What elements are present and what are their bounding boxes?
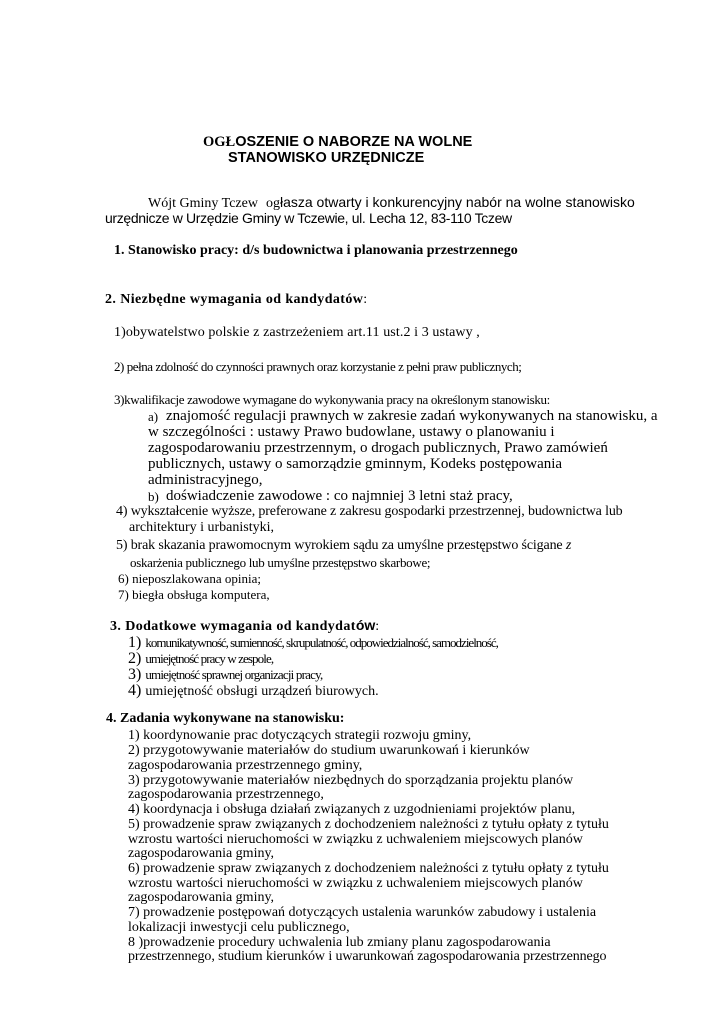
extra-req-num: 4) bbox=[128, 682, 142, 699]
extra-req-text: umiejętność pracy w zespole, bbox=[145, 651, 274, 666]
req-6: 6) nieposzlakowana opinia; bbox=[118, 571, 261, 586]
req-3a-line: zagospodarowaniu przestrzennym, o drogach publicznych, Prawo zamówień bbox=[148, 440, 608, 456]
req-5-z: z bbox=[565, 538, 572, 553]
req-5-text: 5) brak skazania prawomocnym wyrokiem sądu za umyślne przestępstwo ścigane bbox=[116, 538, 563, 553]
extra-req-1 bbox=[128, 635, 498, 651]
req-3a-line: znajomość regulacji prawnych w zakresie zadań wykonywanych na stanowisku, a bbox=[166, 408, 658, 424]
extra-req-2 bbox=[128, 651, 273, 667]
req-3b-text: doświadczenie zawodowe : co najmniej 3 letni staż pracy, bbox=[166, 488, 513, 504]
task-line: 2) przygotowywanie materiałów do studium uwarunkowań i kierunków bbox=[128, 743, 530, 758]
extra-req-num: 2) bbox=[128, 650, 142, 667]
req-3: 3)kwalifikacje zawodowe wymagane do wykonywania pracy na określonym stanowisku: bbox=[114, 392, 550, 407]
req-3a-line: publicznych, ustawy o samorządzie gminnym, Kodeks postępowania bbox=[148, 456, 563, 472]
task-line: 8 )prowadzenie procedury uchwalenia lub zmiany planu zagospodarowania bbox=[128, 935, 551, 950]
task-line: 6) prowadzenie spraw związanych z dochodzeniem należności z tytułu opłaty z tytułu bbox=[128, 861, 609, 876]
req-1: 1)obywatelstwo polskie z zastrzeżeniem art.11 ust.2 i 3 ustawy , bbox=[114, 325, 480, 340]
extra-req-text: umiejętność obsługi urządzeń biurowych. bbox=[145, 684, 379, 699]
req-3a-line: administracyjnego, bbox=[148, 472, 263, 488]
req-7: 7) biegła obsługa komputera, bbox=[118, 587, 270, 602]
task-line: 1) koordynowanie prac dotyczących strategii rozwoju gminy, bbox=[128, 728, 472, 743]
intro-part-b: og bbox=[265, 196, 280, 211]
task-line: wzrostu wartości nieruchomości w związku z uchwaleniem miejscowych planów bbox=[128, 876, 583, 891]
section3-heading bbox=[110, 618, 379, 634]
section3-heading-colon: : bbox=[375, 619, 380, 634]
page-title-line2: STANOWISKO URZĘDNICZE bbox=[228, 150, 425, 166]
task-line: przestrzennego, studium kierunków i uwarunkowań zagospodarowania przestrzennego bbox=[128, 949, 607, 964]
extra-req-3 bbox=[128, 667, 322, 683]
req-4-line2: architektury i urbanistyki, bbox=[129, 520, 275, 535]
task-line: zagospodarowania przestrzennego, bbox=[128, 787, 324, 802]
title-prefix: OGŁ bbox=[203, 134, 236, 150]
task-line: 5) prowadzenie spraw związanych z dochodzeniem należności z tytułu opłaty z tytułu bbox=[128, 817, 609, 832]
section4-heading: 4. Zadania wykonywane na stanowisku: bbox=[106, 711, 345, 726]
task-line: 4) koordynacja i obsługa działań związanych z uzgodnieniami projektów planu, bbox=[128, 802, 576, 817]
extra-req-text: komunikatywność, sumienność, skrupulatność, odpowiedzialność, samodzielność, bbox=[145, 635, 498, 650]
task-line: wzrostu wartości nieruchomości w związku z uchwaleniem miejscowych planów bbox=[128, 832, 583, 847]
req-5-line1 bbox=[116, 539, 571, 553]
extra-req-text: umiejętność sprawnej organizacji pracy, bbox=[145, 667, 323, 682]
page-title-line1 bbox=[203, 135, 472, 150]
req-3a-marker: a) bbox=[148, 409, 159, 424]
section3-heading-end: ów bbox=[355, 617, 376, 633]
req-4-line1: 4) wykształcenie wyższe, preferowane z zakresu gospodarki przestrzennej, budownictwa lub bbox=[116, 504, 623, 519]
extra-req-num: 1) bbox=[128, 634, 142, 651]
task-line: lokalizacji inwestycji celu publicznego, bbox=[128, 920, 350, 935]
title-rest: OSZENIE O NABORZE NA WOLNE bbox=[235, 134, 473, 150]
task-line: zagospodarowania gminy, bbox=[128, 846, 275, 861]
req-2: 2) pełna zdolność do czynności prawnych oraz korzystanie z pełni praw publicznych; bbox=[114, 359, 522, 374]
section2-heading-colon: : bbox=[363, 292, 368, 307]
section2-heading-text: 2. Niezbędne wymagania od kandydatów bbox=[105, 292, 364, 307]
task-line: zagospodarowania przestrzennego gminy, bbox=[128, 758, 363, 773]
req-3b-marker: b) bbox=[148, 489, 159, 504]
req-5-line2: oskarżenia publicznego lub umyślne przestępstwo skarbowe; bbox=[130, 555, 431, 570]
task-line: 3) przygotowywanie materiałów niezbędnych do sporządzania projektu planów bbox=[128, 773, 574, 788]
task-line: zagospodarowania gminy, bbox=[128, 890, 275, 905]
section3-heading-text: 3. Dodatkowe wymagania od kandydat bbox=[110, 619, 356, 634]
extra-req-4 bbox=[128, 683, 379, 699]
section1-heading: 1. Stanowisko pracy: d/s budownictwa i planowania przestrzennego bbox=[114, 243, 518, 258]
extra-req-num: 3) bbox=[128, 666, 142, 683]
req-3a-line: w szczególności : ustawy Prawo budowlane, ustawy o planowaniu i bbox=[148, 424, 555, 440]
section2-heading bbox=[105, 293, 367, 307]
task-line: 7) prowadzenie postępowań dotyczących ustalenia warunków zabudowy i ustalenia bbox=[128, 905, 597, 920]
intro-line1 bbox=[148, 195, 635, 211]
intro-part-a: Wójt Gminy Tczew bbox=[148, 196, 258, 211]
intro-part-c: łasza otwarty i konkurencyjny nabór na wolne stanowisko bbox=[279, 194, 635, 210]
intro-line2: urzędnicze w Urzędzie Gminy w Tczewie, ul. Lecha 12, 83-110 Tczew bbox=[105, 210, 512, 226]
